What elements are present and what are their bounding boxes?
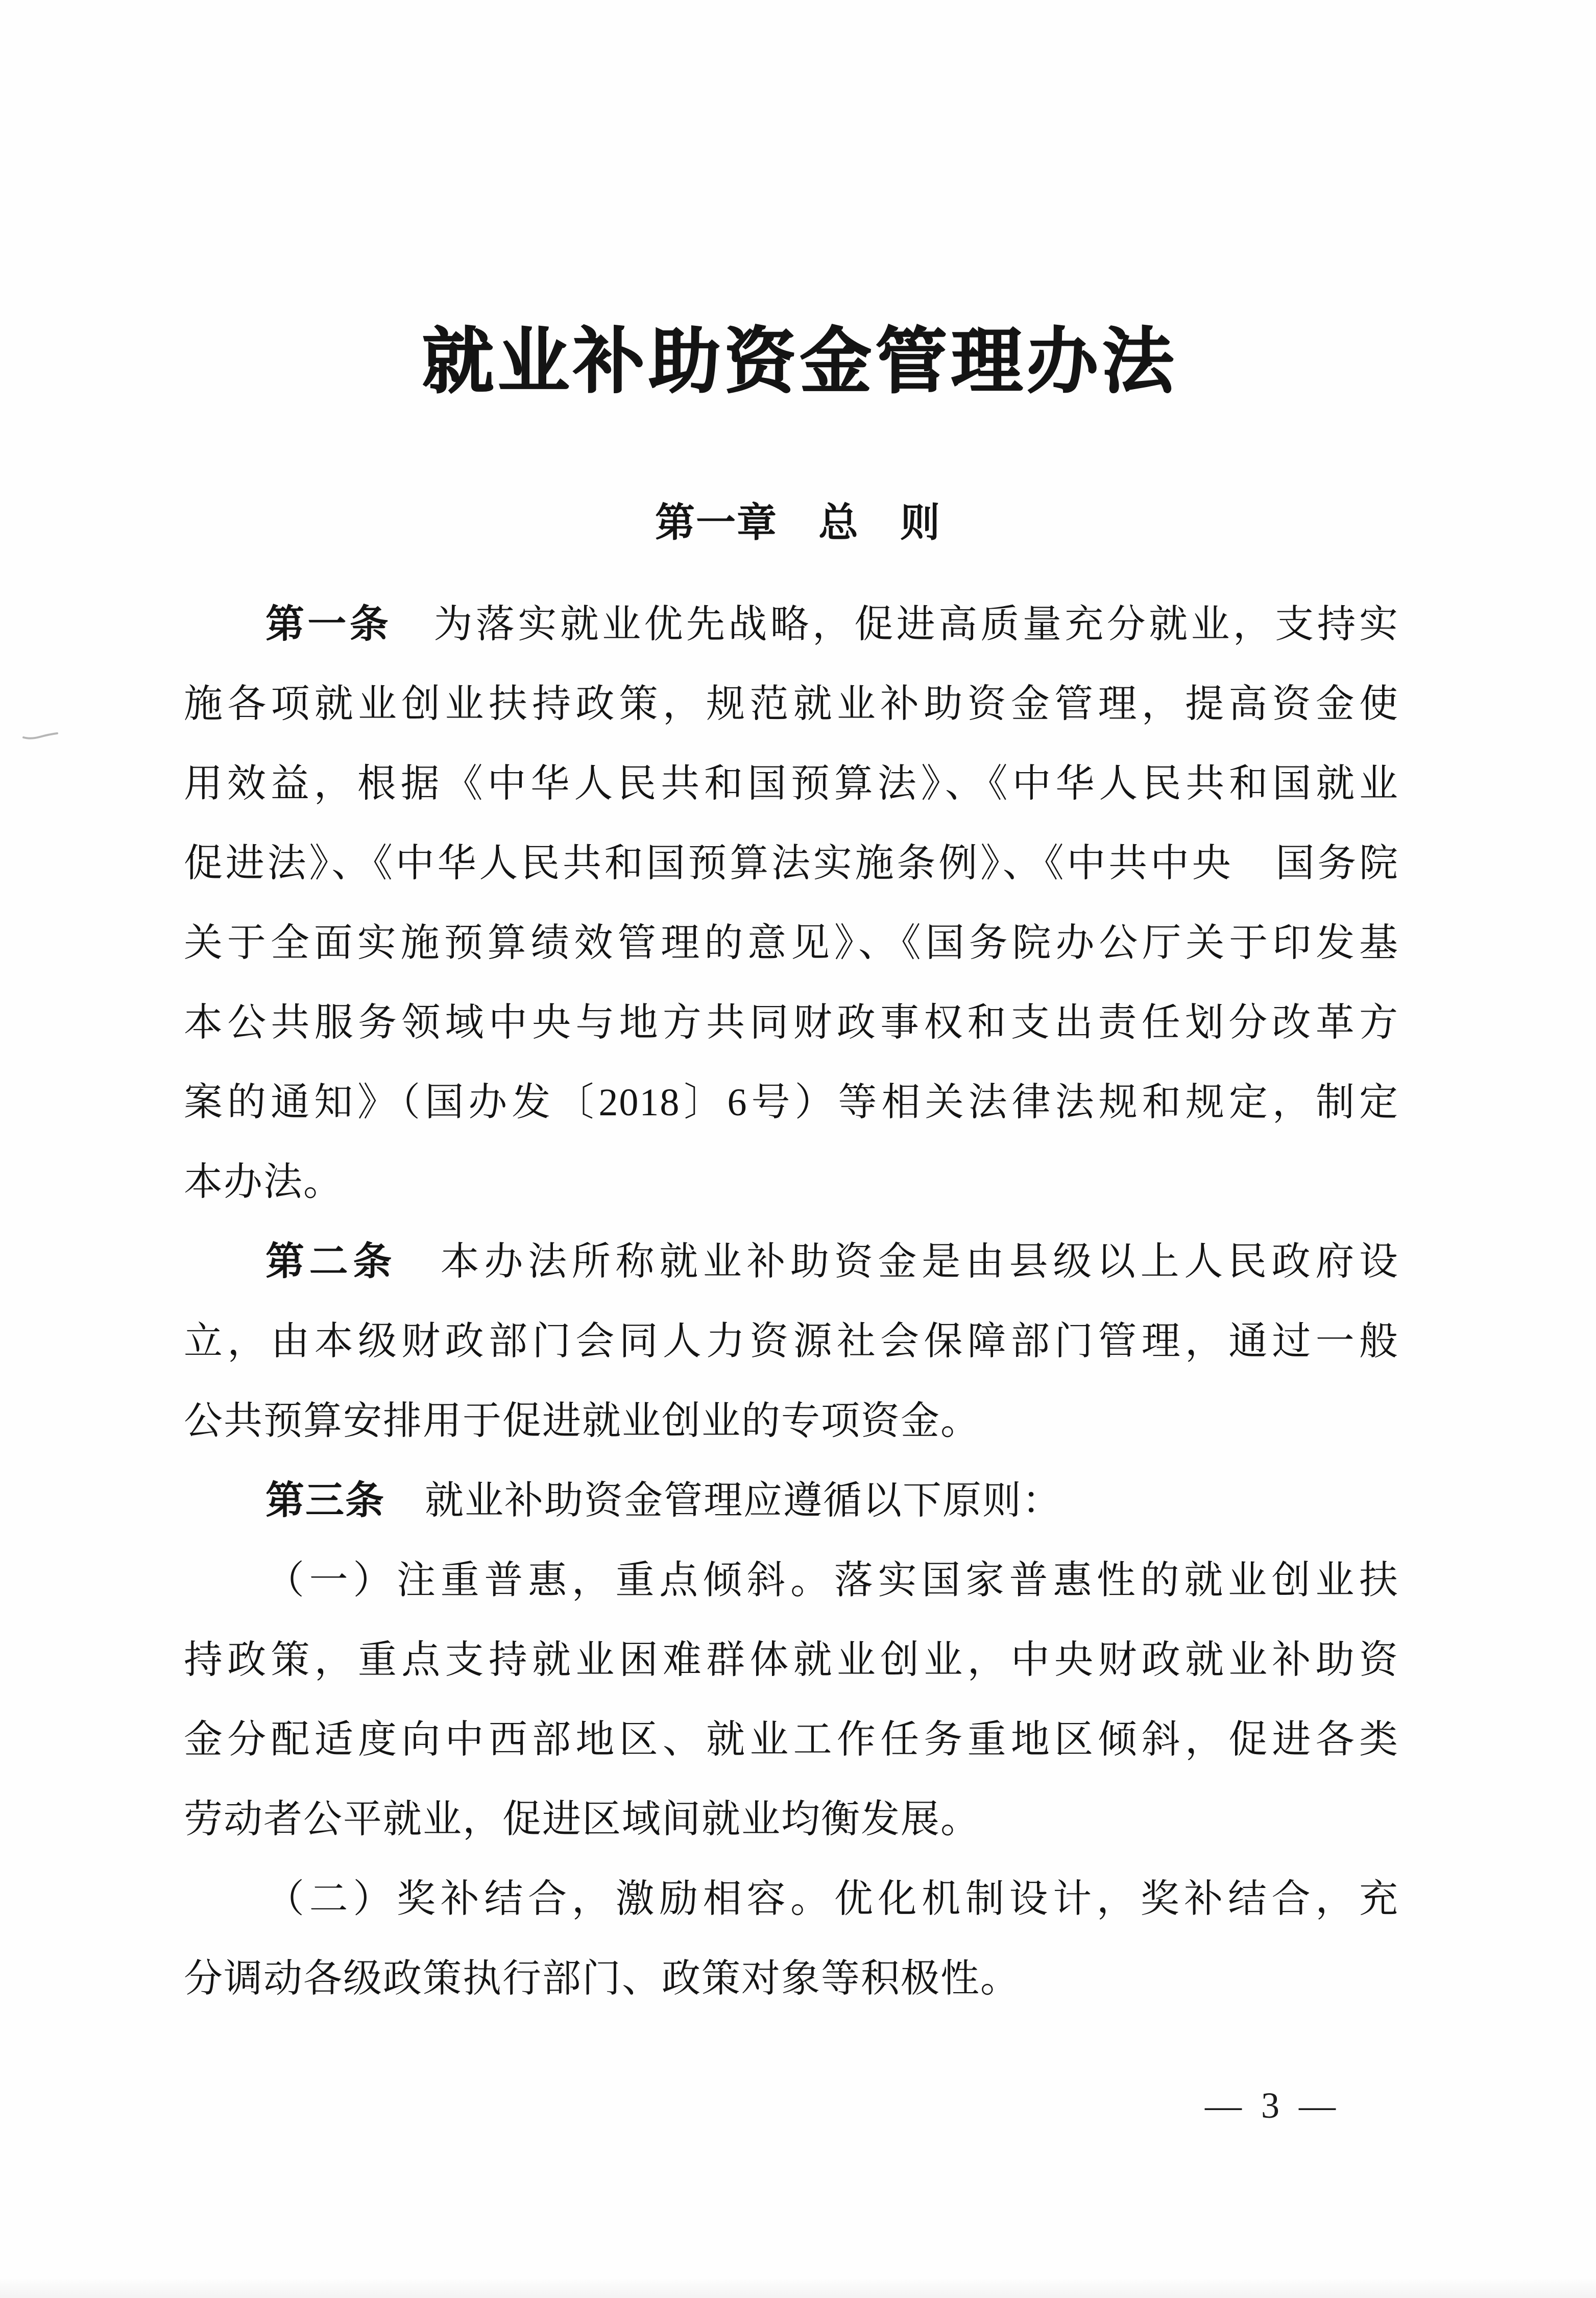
body-line (184, 744, 1399, 824)
body-line (184, 1381, 1399, 1461)
body-line (184, 1700, 1399, 1780)
body-line (184, 1939, 1399, 2019)
body-text: 金分配适度向中西部地区、就业工作任务重地区倾斜，促进各类 (184, 1718, 1399, 1761)
body-text: 就业补助资金管理应遵循以下原则： (385, 1479, 1062, 1522)
body-text: 为落实就业优先战略，促进高质量充分就业，支持实 (392, 603, 1399, 646)
body-text: 本办法所称就业补助资金是由县级以上人民政府设 (397, 1240, 1399, 1283)
article-number: 第三条 (265, 1479, 385, 1522)
body-line (184, 903, 1399, 983)
body-line (184, 1780, 1399, 1859)
body-line (184, 585, 1399, 664)
body-text: 立，由本级财政部门会同人力资源社会保障部门管理，通过一般 (184, 1320, 1399, 1363)
body-text: 劳动者公平就业，促进区域间就业均衡发展。 (184, 1798, 980, 1841)
pen-scan-mark (20, 724, 61, 745)
article-number: 第一条 (265, 603, 392, 646)
body-line (184, 1142, 1399, 1222)
body-line (184, 1859, 1399, 1939)
body-line (184, 1063, 1399, 1142)
body-text: 促进法》、《中华人民共和国预算法实施条例》、《中共中央 国务院 (184, 842, 1399, 885)
document-body (184, 585, 1399, 2019)
body-line (184, 824, 1399, 903)
body-text: 关于全面实施预算绩效管理的意见》、《国务院办公厅关于印发基 (184, 922, 1399, 965)
body-text: （二）奖补结合，激励相容。优化机制设计，奖补结合，充 (265, 1878, 1399, 1921)
body-text: 持政策，重点支持就业困难群体就业创业，中央财政就业补助资 (184, 1639, 1399, 1682)
body-line (184, 1620, 1399, 1700)
body-text: 本办法。 (184, 1161, 343, 1204)
body-text: 施各项就业创业扶持政策，规范就业补助资金管理，提高资金使 (184, 683, 1399, 726)
body-line (184, 1461, 1399, 1541)
body-text: 用效益，根据《中华人民共和国预算法》、《中华人民共和国就业 (184, 762, 1399, 805)
body-text: 案的通知》（国办发〔2018〕6号）等相关法律法规和规定，制定 (184, 1081, 1399, 1124)
body-text: 分调动各级政策执行部门、政策对象等积极性。 (184, 1957, 1020, 2000)
document-title: 就业补助资金管理办法 (422, 323, 1178, 402)
body-line (184, 664, 1399, 744)
article-number: 第二条 (265, 1240, 397, 1283)
page-number: — 3 — (1205, 2085, 1341, 2126)
body-text: （一）注重普惠，重点倾斜。落实国家普惠性的就业创业扶 (265, 1559, 1399, 1602)
body-line (184, 1541, 1399, 1620)
body-line (184, 1222, 1399, 1302)
body-text: 本公共服务领域中央与地方共同财政事权和支出责任划分改革方 (184, 1001, 1399, 1044)
chapter-heading: 第一章 总 则 (655, 500, 941, 545)
body-line (184, 983, 1399, 1063)
body-text: 公共预算安排用于促进就业创业的专项资金。 (184, 1400, 980, 1443)
body-line (184, 1302, 1399, 1381)
